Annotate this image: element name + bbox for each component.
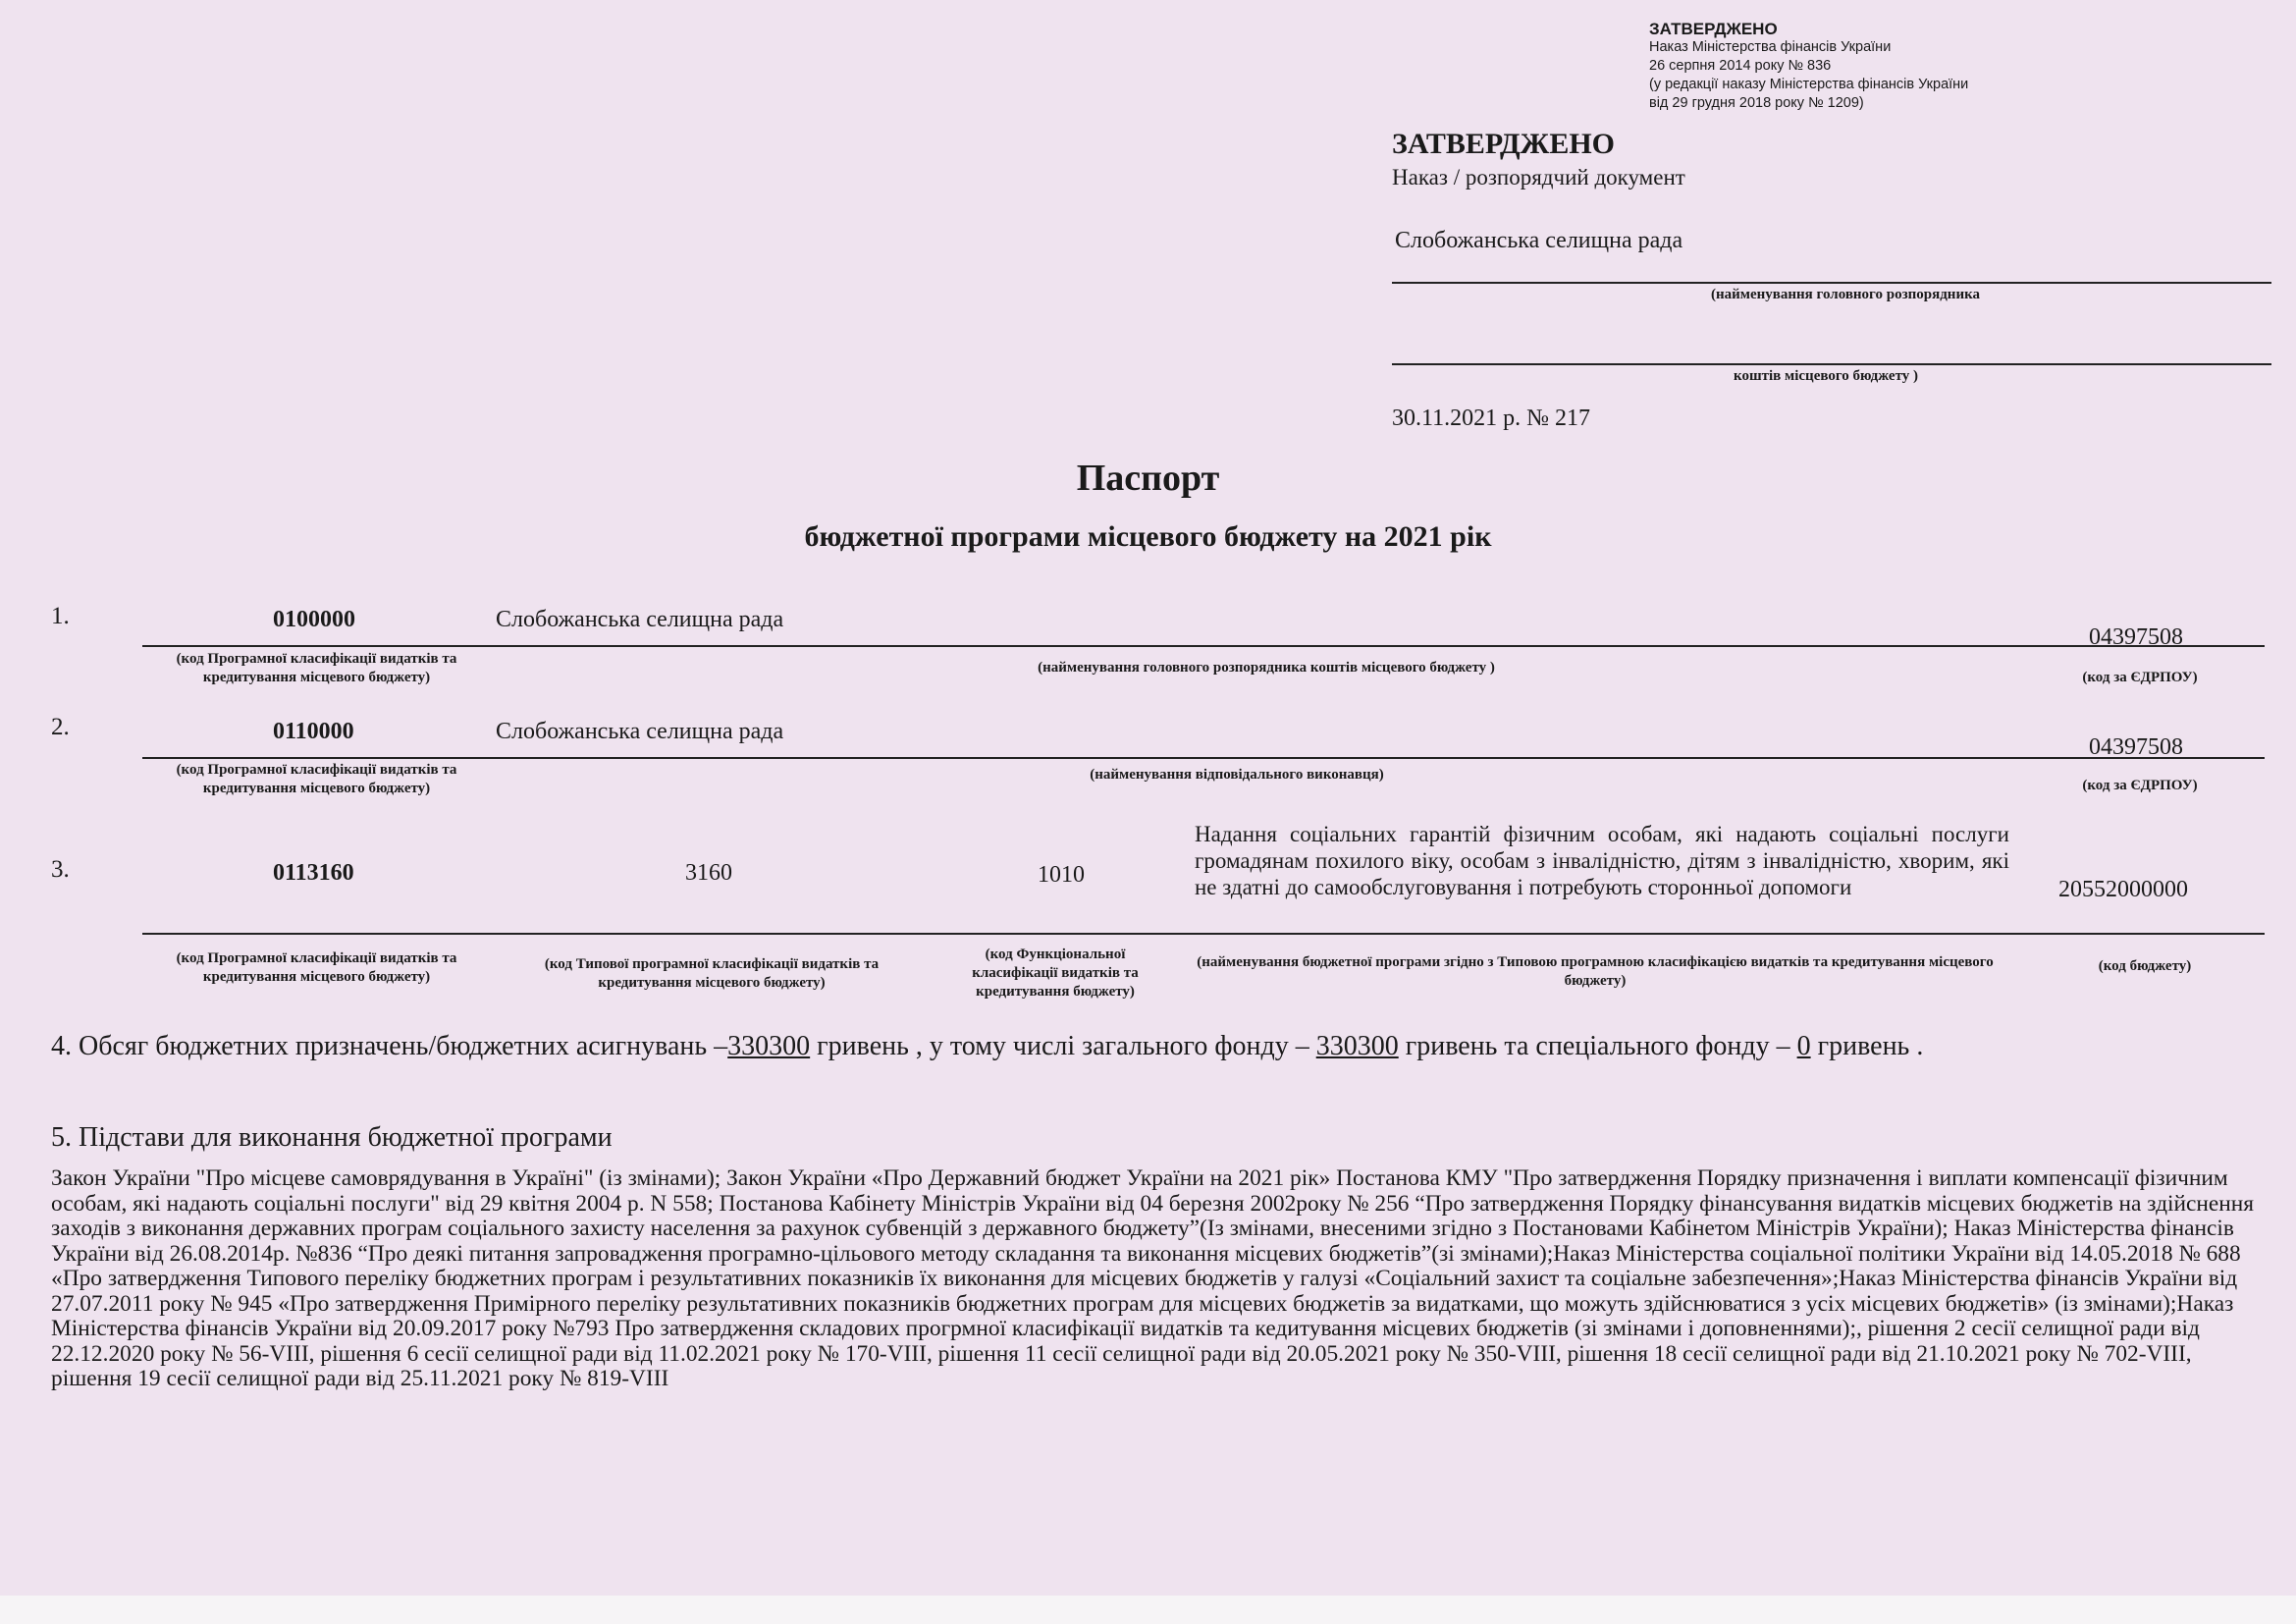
item-3-program-name: Надання соціальних гарантій фізичним особам, які надають соціальні послуги громадянам похилого віку, особам з інвалідністю, дітям з інвалідністю, хворим, які не здатні до самообслуговування і потребують сторонньої допомоги [1195,822,2009,899]
passport-subtitle: бюджетної програми місцевого бюджету на 2021 рік [804,520,1492,553]
item-1-name-caption: (найменування головного розпорядника коштів місцевого бюджету ) [1038,660,1495,676]
authority-caption: (найменування головного розпорядника [1710,287,1981,302]
approval-top-line: від 29 грудня 2018 року № 1209) [1649,95,1864,111]
second-caption: коштів місцевого бюджету ) [1734,368,1918,384]
item-4-general-fund: 330300 [1315,1031,1399,1061]
approval-top-line: (у редакції наказу Міністерства фінансів України [1649,77,1969,92]
item-4-special-fund: 0 [1796,1031,1811,1061]
item-1-edrpou: 04397508 [2089,624,2183,650]
item-4-text: гривень , у тому числі загального фонду – [810,1031,1316,1061]
item-4-budget-volume [51,1029,2260,1064]
item-3-underline [142,933,2265,935]
item-1-underline [142,645,2265,647]
item-2-number: 2. [51,714,70,740]
item-3-functional-code: 1010 [1038,862,1085,888]
item-2-edrpou: 04397508 [2089,734,2183,760]
item-1-code: 0100000 [273,607,355,632]
item-3-budget-code: 20552000000 [2058,877,2188,902]
item-4-total: 330300 [727,1031,811,1061]
item-2-name-caption: (найменування відповідального виконавця) [1090,767,1384,783]
authority-underline [1392,282,2271,284]
item-5-heading: 5. Підстави для виконання бюджетної програми [51,1122,613,1153]
item-2-code: 0110000 [273,719,354,744]
approval-stamp-top [1649,20,1968,113]
item-1-code-caption: (код Програмної класифікації видатків та кредитування місцевого бюджету) [176,651,457,685]
page-bottom-edge [0,1596,2296,1624]
approval-top-line: 26 серпня 2014 року № 836 [1649,58,1832,74]
item-4-text: гривень . [1810,1031,1924,1061]
item-3-number: 3. [51,856,70,883]
item-4-text: 4. Обсяг бюджетних призначень/бюджетних асигнувань – [51,1031,728,1061]
item-2-underline [142,757,2265,759]
item-1-edrpou-caption: (код за ЄДРПОУ) [2082,670,2198,685]
item-1-name: Слобожанська селищна рада [496,607,784,632]
item-3-budget-caption: (код бюджету) [2098,958,2192,974]
item-4-text: гривень та спеціального фонду – [1398,1031,1797,1061]
approval-main [1392,128,2275,190]
item-2-edrpou-caption: (код за ЄДРПОУ) [2082,778,2198,793]
item-3-functional-caption: (код Функціональної класифікації видатків та кредитування бюджету) [972,947,1139,1000]
item-3-typical-caption: (код Типової програмної класифікації видатків та кредитування місцевого бюджету) [544,956,880,991]
item-3-code: 0113160 [273,860,354,886]
item-5-legal-basis: Закон України "Про місцеве самоврядування в Україні" (із змінами); Закон України «Про Державний бюджет України на 2021 рік» Постанова КМУ "Про затвердження Порядку призначення і виплати компенсації фізичним особам, які надають соціальні послуги" від 29 квітня 2004 р. N 558; Постанова Кабінету Міністрів України від 04 березня 2002року № 256 “Про затвердження Порядку фінансування видатків місцевих бюджетів на здійснення заходів з виконання державних програм соціального захисту населення за рахунок субвенцій з державного бюджету”(Із змінами, внесеними згідно з Постановами Кабінетом Міністрів України); Наказ Міністерства фінансів України від 26.08.2014р. №836 “Про деякі питання запровадження програмно-цільового методу складання та виконання місцевих бюджетів”(зі змінами);Наказ Міністерства соціальної політики України від 14.05.2018 № 688 «Про затвердження Типового переліку бюджетних програм і результативних показників їх виконання для місцевих бюджетів у галузі «Соціальний захист та соціальне забезпечення»;Наказ Міністерства фінансів України від 27.07.2011 року № 945 «Про затвердження Примірного переліку результативних показників бюджетних програм для місцевих бюджетів за видатками, що можуть здійснюватися з усіх місцевих бюджетів» (із змінами);Наказ Міністерства фінансів України від 20.09.2017 року №793 Про затвердження складових прогрмної класифікації видатків та кедитування місцевих бюджетів (зі змінами і доповненнями);, рішення 2 сесії селищної ради від 22.12.2020 року № 56-VIII, рішення 6 сесії селищної ради від 11.02.2021 року № 170-VIII, рішення 11 сесії селищної ради від 20.05.2021 року № 350-VIII, рішення 18 сесії селищної ради від 21.10.2021 року № 702-VIII, рішення 19 сесії селищної ради від 25.11.2021 року № 819-VIII [51,1165,2255,1391]
passport-title: Паспорт [1076,458,1220,499]
approval-top-title: ЗАТВЕРДЖЕНО [1649,20,1778,38]
item-2-code-caption: (код Програмної класифікації видатків та кредитування місцевого бюджету) [176,762,457,796]
approval-date-number: 30.11.2021 р. № 217 [1392,406,1591,431]
approval-main-title: ЗАТВЕРДЖЕНО [1392,128,1615,160]
item-2-name: Слобожанська селищна рада [496,719,784,744]
item-3-code-caption: (код Програмної класифікації видатків та кредитування місцевого бюджету) [176,950,457,985]
second-underline [1392,363,2271,365]
item-3-name-caption: (найменування бюджетної програми згідно з Типовою програмною класифікацією видатків та кредитування місцевого бюджету) [1197,954,1994,989]
item-1-number: 1. [51,603,70,629]
approval-main-subtitle: Наказ / розпорядчий документ [1392,165,1685,189]
item-3-typical-code: 3160 [685,860,732,886]
approval-top-line: Наказ Міністерства фінансів України [1649,39,1892,55]
approval-authority: Слобожанська селищна рада [1395,228,1683,253]
